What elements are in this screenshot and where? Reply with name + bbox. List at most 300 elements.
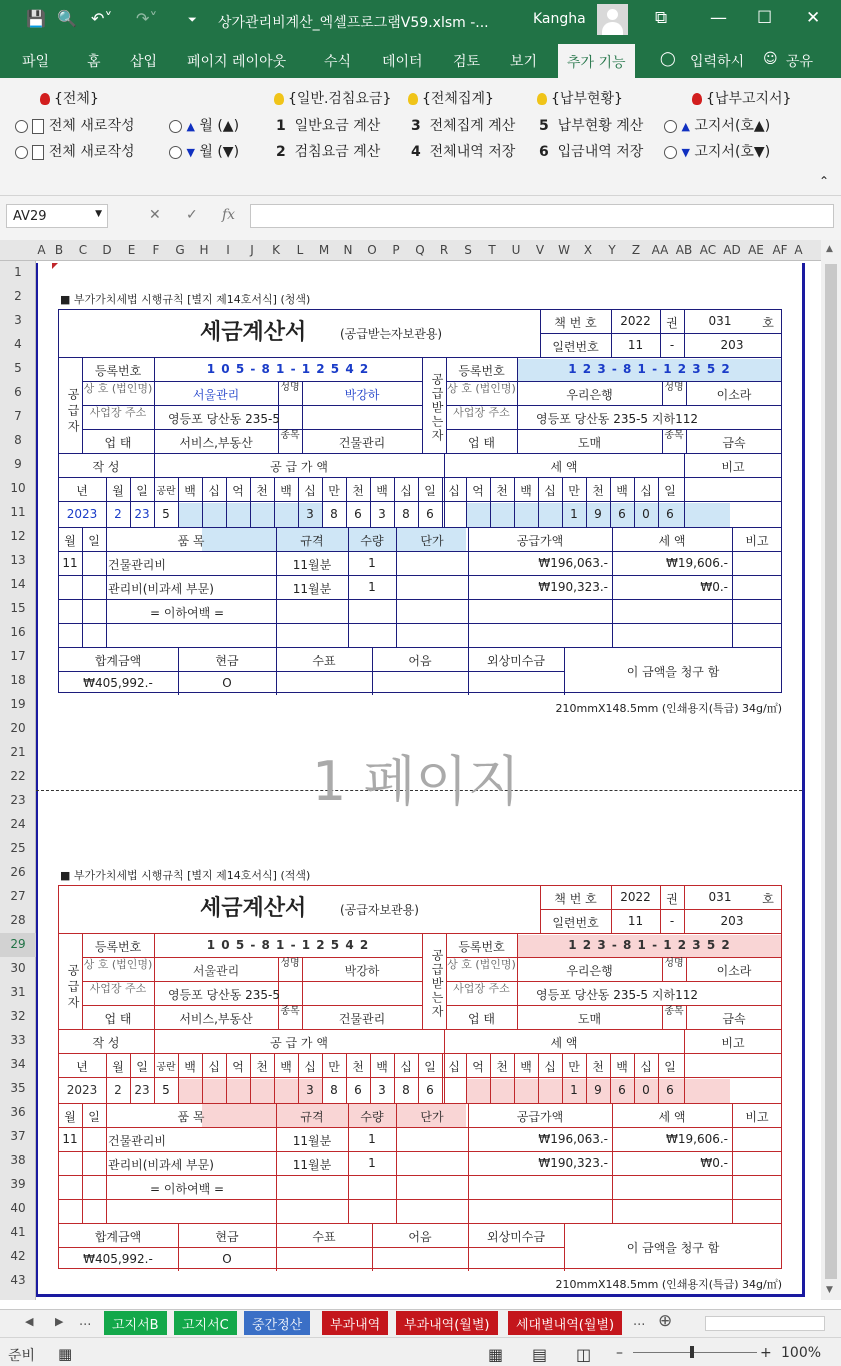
invoice-text: 사업장 주소 xyxy=(453,406,510,419)
invoice-text: 도매 xyxy=(577,436,602,450)
column-header[interactable]: G xyxy=(175,243,185,257)
row-header[interactable]: 21 xyxy=(10,745,26,759)
column-header[interactable]: B xyxy=(54,243,64,257)
window-title: 상가관리비계산_엑셀프로그램V59.xlsm -... xyxy=(218,15,489,31)
invoice-text: 업 태 xyxy=(104,436,132,450)
grid-line xyxy=(58,933,782,934)
invoice-text: 2 xyxy=(114,1083,122,1097)
grid-line xyxy=(58,575,782,576)
invoice-text: 백 xyxy=(520,484,532,498)
notice-down-button[interactable]: ▼ 고지서(호▼) xyxy=(664,141,770,161)
sheet-tab-bar xyxy=(0,1309,841,1337)
grid-line xyxy=(58,501,782,502)
row-header[interactable]: 10 xyxy=(10,481,26,495)
invoice-text: 0 xyxy=(642,1083,650,1097)
collapse-ribbon-icon[interactable]: ⌃ xyxy=(819,174,830,188)
invoice-text: 호 xyxy=(762,892,774,906)
column-header[interactable]: S xyxy=(464,243,472,257)
column-header[interactable]: C xyxy=(78,243,88,257)
tab-home[interactable]: 홈 xyxy=(87,54,101,70)
column-header[interactable]: Z xyxy=(631,243,641,257)
yellow-bulb-icon xyxy=(537,93,547,105)
lightbulb-icon[interactable]: ◯ xyxy=(660,51,676,67)
triangle-down-icon: ▼ xyxy=(186,146,195,159)
insert-function-icon[interactable]: fx xyxy=(222,207,236,223)
invoice-text: 공란 xyxy=(156,1062,176,1073)
group-notice: {납부고지서} xyxy=(692,88,791,108)
invoice-text: 업 태 xyxy=(468,436,495,450)
invoice-text: 종목 xyxy=(280,430,300,441)
row-header[interactable]: 11 xyxy=(10,505,26,519)
user-name[interactable]: Kangha xyxy=(533,11,586,27)
invoice-text: 관리비(비과세 부문) xyxy=(108,582,214,596)
zoom-in-icon[interactable]: + xyxy=(760,1345,772,1361)
column-header[interactable]: AF xyxy=(772,243,788,257)
invoice-text: 십 xyxy=(208,1060,220,1074)
total-save-button[interactable]: 4 전체내역 저장 xyxy=(411,144,516,160)
invoice-text: 관리비(비과세 부문) xyxy=(108,1158,214,1172)
tab-data[interactable]: 데이터 xyxy=(382,54,423,70)
invoice-subtitle: (공급받는자보관용) xyxy=(340,327,443,341)
invoice-text: 공 급 가 액 xyxy=(270,1036,328,1050)
invoice-text: 9 xyxy=(594,507,602,521)
new-all-button-2[interactable]: 전체 새로작성 xyxy=(15,141,135,161)
general-fee-button[interactable]: 1 일반요금 계산 xyxy=(276,118,381,134)
row-header[interactable]: 15 xyxy=(10,601,26,615)
grid-line xyxy=(82,1005,422,1006)
column-header[interactable]: W xyxy=(558,243,570,257)
invoice-text: 3 xyxy=(306,507,314,521)
invoice-text: 이소라 xyxy=(716,964,752,978)
grid-line xyxy=(58,623,782,624)
column-header[interactable]: F xyxy=(152,243,160,257)
row-header[interactable]: 30 xyxy=(10,961,26,975)
grid-line xyxy=(58,1103,782,1104)
column-header[interactable]: M xyxy=(318,243,330,257)
tab-file[interactable]: 파일 xyxy=(22,54,50,70)
row-header[interactable]: 26 xyxy=(10,865,26,879)
invoice-text: 천 xyxy=(256,484,268,498)
radio-icon[interactable] xyxy=(169,146,182,159)
invoice-text: 영등포 당산동 235-5 지하112 xyxy=(536,412,698,426)
payment-calc-button[interactable]: 5 납부현황 계산 xyxy=(539,118,644,134)
row-header[interactable]: 2 xyxy=(14,289,22,303)
invoice-text: 십 xyxy=(400,1060,412,1074)
notice-up-button[interactable]: ▲ 고지서(호▲) xyxy=(664,115,770,135)
horizontal-scrollbar[interactable] xyxy=(705,1316,825,1331)
invoice-text: 3 xyxy=(306,1083,314,1097)
grid-line xyxy=(684,477,685,527)
normal-view-icon[interactable]: ▦ xyxy=(488,1345,504,1364)
dropdown-icon[interactable]: ▼ xyxy=(95,209,102,219)
column-header[interactable]: K xyxy=(272,243,280,257)
tell-me-input[interactable]: 입력하시 xyxy=(690,54,745,70)
grid-line xyxy=(446,1005,782,1006)
row-header[interactable]: 36 xyxy=(10,1105,26,1119)
macro-record-icon[interactable]: ▦ xyxy=(58,1345,73,1363)
invoice-text: 십 xyxy=(400,484,412,498)
column-header[interactable]: A xyxy=(37,243,46,257)
zoom-slider[interactable] xyxy=(633,1352,757,1353)
invoice-text: 수량 xyxy=(360,534,384,548)
invoice-text: 호 xyxy=(762,316,774,330)
sheet-tab[interactable]: 세대별내역(월별) xyxy=(508,1311,622,1335)
tab-view[interactable]: 보기 xyxy=(510,54,538,70)
invoice-text: 만 xyxy=(328,1060,340,1074)
invoice-text: 일 xyxy=(664,1060,676,1074)
invoice-text: 23 xyxy=(134,507,150,521)
month-up-button[interactable]: ▲ 월 (▲) xyxy=(169,115,239,135)
row-header[interactable]: 22 xyxy=(10,769,26,783)
supplier-reg-no: 1 0 5 - 8 1 - 1 2 5 4 2 xyxy=(206,938,370,952)
column-header[interactable]: R xyxy=(439,243,449,257)
row-header[interactable]: 7 xyxy=(14,409,22,423)
invoice-text: 십 xyxy=(544,1060,556,1074)
invoice-text: 품 목 xyxy=(177,1110,205,1124)
group-general: {일반.검침요금} xyxy=(274,88,391,108)
row-header[interactable]: 38 xyxy=(10,1153,26,1167)
invoice-text: 백 xyxy=(184,484,196,498)
invoice-text: 백 xyxy=(184,1060,196,1074)
invoice-text: 사업장 주소 xyxy=(453,982,510,995)
document-icon xyxy=(32,119,44,134)
name-box[interactable]: AV29 ▼ xyxy=(6,204,108,228)
invoice-text: 6 xyxy=(618,1083,626,1097)
supplier-reg-no: 1 0 5 - 8 1 - 1 2 5 4 2 xyxy=(206,362,370,376)
row-header[interactable]: 35 xyxy=(10,1081,26,1095)
invoice-text: 1 xyxy=(570,507,578,521)
meter-fee-button[interactable]: 2 검침요금 계산 xyxy=(276,144,381,160)
invoice-text: 3 xyxy=(378,1083,386,1097)
next-sheet-icon[interactable]: ▶ xyxy=(55,1315,64,1328)
invoice-text: 우리은행 xyxy=(566,964,613,978)
invoice-text: 백 xyxy=(280,484,292,498)
grid-line xyxy=(58,527,782,528)
invoice-text: 백 xyxy=(616,484,628,498)
zoom-out-icon[interactable]: – xyxy=(616,1345,623,1361)
invoice-text: 2023 xyxy=(66,507,98,521)
column-header[interactable]: Q xyxy=(415,243,425,257)
radio-icon[interactable] xyxy=(15,120,28,133)
invoice-text: 상 호 (법인명) xyxy=(83,958,153,971)
formula-bar xyxy=(0,196,841,240)
row-header[interactable]: 23 xyxy=(10,793,26,807)
invoice-text: 건물관리비 xyxy=(108,558,166,572)
invoice-text: - xyxy=(669,914,675,928)
grid-line xyxy=(58,551,782,552)
column-header[interactable]: V xyxy=(535,243,545,257)
row-header[interactable]: 29 xyxy=(0,933,36,957)
row-header[interactable]: 16 xyxy=(10,625,26,639)
row-header[interactable]: 39 xyxy=(10,1177,26,1191)
invoice-text: 등록번호 xyxy=(94,940,142,954)
invoice-text: 6 xyxy=(666,507,674,521)
invoice-text: 성명 xyxy=(280,382,300,393)
row-header[interactable]: 19 xyxy=(10,697,26,711)
grid-line xyxy=(58,453,782,454)
radio-icon[interactable] xyxy=(664,120,677,133)
invoice-text: 책 번 호 xyxy=(554,892,597,906)
worksheet-grid[interactable] xyxy=(36,261,821,1300)
row-header[interactable]: 18 xyxy=(10,673,26,687)
row-header[interactable]: 12 xyxy=(10,529,26,543)
invoice-text: 백 xyxy=(280,1060,292,1074)
invoice-text: 이 금액을 청구 함 xyxy=(626,665,720,679)
ribbon-display-icon[interactable]: ⧉ xyxy=(655,8,668,28)
triangle-up-icon: ▲ xyxy=(186,120,195,133)
tab-formulas[interactable]: 수식 xyxy=(324,54,352,70)
grid-line xyxy=(58,1151,782,1152)
invoice-text: 210mmX148.5mm (인쇄용지(특급) 34g/㎡) xyxy=(555,1278,782,1291)
invoice-text: 월 xyxy=(64,1110,76,1124)
invoice-text: 성명 xyxy=(664,958,684,969)
row-header[interactable]: 40 xyxy=(10,1201,26,1215)
invoice-text: 일 xyxy=(88,534,100,548)
row-header[interactable]: 13 xyxy=(10,553,26,567)
invoice-text: 서비스,부동산 xyxy=(179,436,253,450)
invoice-text: = 이하여백 = xyxy=(150,1182,225,1196)
invoice-text: 십 xyxy=(640,484,652,498)
invoice-text: 공급가액 xyxy=(516,1110,564,1124)
formula-input[interactable] xyxy=(250,204,834,228)
grid-line xyxy=(58,1127,782,1128)
total-calc-button[interactable]: 3 전체집계 계산 xyxy=(411,118,516,134)
invoice-text: 백 xyxy=(376,484,388,498)
column-header[interactable]: U xyxy=(511,243,521,257)
column-header[interactable]: A xyxy=(794,243,803,257)
receiver-reg-no: 1 2 3 - 8 1 - 1 2 3 5 2 xyxy=(568,938,731,952)
row-header[interactable]: 32 xyxy=(10,1009,26,1023)
scroll-up-icon[interactable]: ▲ xyxy=(826,244,833,254)
row-header[interactable]: 24 xyxy=(10,817,26,831)
column-header[interactable]: L xyxy=(296,243,304,257)
column-header[interactable]: O xyxy=(367,243,377,257)
invoice-text: 책 번 호 xyxy=(554,316,597,330)
invoice-text: 규격 xyxy=(300,1110,324,1124)
close-icon[interactable]: ✕ xyxy=(806,8,821,28)
row-header[interactable]: 20 xyxy=(10,721,26,735)
invoice-text: 어음 xyxy=(408,654,432,668)
column-header[interactable]: AA xyxy=(651,243,669,257)
receiver-label: 공급받는자 xyxy=(430,373,444,443)
vertical-scrollbar[interactable] xyxy=(821,240,841,1300)
status-ready: 준비 xyxy=(8,1348,36,1364)
row-header[interactable]: 14 xyxy=(10,577,26,591)
invoice-text: 등록번호 xyxy=(458,364,505,378)
customize-qat-icon[interactable]: ⏷ xyxy=(188,13,197,26)
share-button[interactable]: 공유 xyxy=(786,54,814,70)
invoice-text: 상 호 (법인명) xyxy=(83,382,153,395)
minimize-icon[interactable]: — xyxy=(710,8,727,28)
tab-insert[interactable]: 삽입 xyxy=(130,54,158,70)
sheet-tab[interactable]: 고지서B xyxy=(104,1311,167,1335)
column-header[interactable]: Y xyxy=(608,243,616,257)
invoice-text: 11 xyxy=(627,914,644,928)
column-header[interactable]: I xyxy=(226,243,230,257)
add-sheet-icon[interactable]: ⊕ xyxy=(658,1311,673,1331)
new-all-button-1[interactable]: 전체 새로작성 xyxy=(15,115,135,135)
more-sheets-icon[interactable]: ... xyxy=(79,1314,92,1329)
invoice-text: 천 xyxy=(496,484,508,498)
invoice-text: 사업장 주소 xyxy=(89,982,147,995)
enter-icon[interactable]: ✓ xyxy=(186,207,198,223)
deposit-save-button[interactable]: 6 입금내역 저장 xyxy=(539,144,644,160)
maximize-icon[interactable]: ☐ xyxy=(757,8,773,28)
row-header[interactable]: 3 xyxy=(14,313,22,327)
invoice-text: 만 xyxy=(328,484,340,498)
invoice-text: ₩0.- xyxy=(700,580,728,594)
column-header[interactable]: H xyxy=(199,243,209,257)
grid-line xyxy=(58,1175,782,1176)
row-header[interactable]: 17 xyxy=(10,649,26,663)
invoice-text: ₩0.- xyxy=(700,1156,728,1170)
invoice-text: 사업장 주소 xyxy=(89,406,147,419)
invoice-text: 종목 xyxy=(280,1006,300,1017)
radio-icon[interactable] xyxy=(15,146,28,159)
row-header[interactable]: 8 xyxy=(14,433,22,447)
zoom-slider-thumb[interactable] xyxy=(690,1346,694,1358)
invoice-text: 2 xyxy=(114,507,122,521)
more-tabs-icon[interactable]: ... xyxy=(633,1314,646,1329)
row-header[interactable]: 33 xyxy=(10,1033,26,1047)
row-header[interactable]: 41 xyxy=(10,1225,26,1239)
column-header[interactable]: D xyxy=(102,243,112,257)
invoice-text: 십 xyxy=(208,484,220,498)
column-header[interactable]: P xyxy=(392,243,400,257)
row-header[interactable]: 4 xyxy=(14,337,22,351)
column-header[interactable]: J xyxy=(250,243,254,257)
triangle-up-icon: ▲ xyxy=(681,120,690,133)
grid-line xyxy=(82,429,422,430)
invoice-text: 금속 xyxy=(722,436,746,450)
invoice-text: 백 xyxy=(616,1060,628,1074)
invoice-text: 십 xyxy=(448,484,460,498)
invoice-text: 8 xyxy=(402,507,410,521)
grid-line xyxy=(540,909,782,910)
sheet-tab[interactable]: 고지서C xyxy=(174,1311,237,1335)
avatar[interactable] xyxy=(597,4,628,35)
grid-line xyxy=(58,1077,782,1078)
invoice-text: 금속 xyxy=(722,1012,746,1026)
column-header[interactable]: E xyxy=(127,243,136,257)
scroll-thumb[interactable] xyxy=(825,264,837,1279)
invoice-text: 성명 xyxy=(664,382,684,393)
row-header[interactable]: 9 xyxy=(14,457,22,471)
invoice-text: 백 xyxy=(376,1060,388,1074)
invoice-text: 2022 xyxy=(620,314,651,328)
invoice-text: 권 xyxy=(666,892,678,906)
redo-icon[interactable]: ↷˅ xyxy=(136,9,158,28)
invoice-text: ₩196,063.- xyxy=(538,1132,608,1146)
invoice-text: 수표 xyxy=(312,1230,336,1244)
invoice-text: 일 xyxy=(424,1060,436,1074)
column-header[interactable]: T xyxy=(488,243,496,257)
sheet-tab[interactable]: 부과내역(월별) xyxy=(396,1311,498,1335)
invoice-text: ₩190,323.- xyxy=(538,1156,608,1170)
row-header[interactable]: 6 xyxy=(14,385,22,399)
radio-icon[interactable] xyxy=(169,120,182,133)
invoice-text: 세 액 xyxy=(550,1036,578,1050)
invoice-text: 11 xyxy=(62,1132,78,1146)
group-payment: {납부현황} xyxy=(537,88,623,108)
invoice-text: ■ 부가가치세법 시행규칙 [별지 제14호서식] (적색) xyxy=(60,869,311,882)
invoice-text: 비고 xyxy=(745,1110,769,1124)
save-icon[interactable]: 💾 xyxy=(26,9,46,28)
month-down-button[interactable]: ▼ 월 (▼) xyxy=(169,141,239,161)
supplier-label: 공급자 xyxy=(66,388,80,436)
row-header[interactable]: 42 xyxy=(10,1249,26,1263)
invoice-text: 8 xyxy=(330,507,338,521)
row-header[interactable]: 27 xyxy=(10,889,26,903)
invoice-text: 만 xyxy=(568,484,580,498)
row-header[interactable]: 34 xyxy=(10,1057,26,1071)
invoice-text: 권 xyxy=(666,316,678,330)
invoice-text: 십 xyxy=(448,1060,460,1074)
invoice-text: 월 xyxy=(112,484,124,498)
invoice-text: 8 xyxy=(330,1083,338,1097)
invoice-text: 단가 xyxy=(420,1110,444,1124)
column-header[interactable]: AB xyxy=(675,243,693,257)
tab-addins[interactable]: 추가 기능 xyxy=(558,44,635,78)
invoice-text: 월 xyxy=(64,534,76,548)
tab-page-layout[interactable]: 페이지 레이아웃 xyxy=(187,54,287,70)
page-break-view-icon[interactable]: ◫ xyxy=(576,1345,592,1364)
grid-line xyxy=(58,1223,782,1224)
prev-sheet-icon[interactable]: ◀ xyxy=(25,1315,34,1328)
share-icon[interactable]: ☺ xyxy=(763,51,778,67)
invoice-text: 단가 xyxy=(420,534,444,548)
invoice-text: ₩190,323.- xyxy=(538,580,608,594)
column-header[interactable]: AD xyxy=(723,243,741,257)
column-header[interactable]: AE xyxy=(748,243,764,257)
invoice-text: 월 xyxy=(112,1060,124,1074)
invoice-text: ₩19,606.- xyxy=(666,1132,728,1146)
row-header[interactable]: 43 xyxy=(10,1273,26,1287)
column-headers xyxy=(0,240,821,261)
column-header[interactable]: X xyxy=(583,243,593,257)
grid-line xyxy=(58,671,564,672)
invoice-text: 억 xyxy=(472,1060,484,1074)
invoice-text: 1 xyxy=(368,580,376,594)
row-header[interactable]: 1 xyxy=(14,265,22,279)
invoice-text: 합계금액 xyxy=(94,654,142,668)
grid-line xyxy=(58,1247,564,1248)
row-header[interactable]: 37 xyxy=(10,1129,26,1143)
row-header[interactable]: 25 xyxy=(10,841,26,855)
cancel-icon[interactable]: ✕ xyxy=(149,207,161,223)
zoom-level[interactable]: 100% xyxy=(781,1345,822,1361)
invoice-text: 십 xyxy=(304,1060,316,1074)
column-header[interactable]: AC xyxy=(699,243,717,257)
status-bar xyxy=(0,1337,841,1366)
print-preview-icon[interactable]: 🔍 xyxy=(57,9,77,28)
undo-icon[interactable]: ↶˅ xyxy=(91,9,113,28)
scroll-down-icon[interactable]: ▼ xyxy=(826,1285,833,1295)
sheet-tab[interactable]: 중간정산 xyxy=(244,1311,310,1335)
tab-review[interactable]: 검토 xyxy=(453,54,481,70)
row-header[interactable]: 31 xyxy=(10,985,26,999)
grid-line xyxy=(540,333,782,334)
sheet-tab[interactable]: 부과내역 xyxy=(322,1311,388,1335)
row-header[interactable]: 28 xyxy=(10,913,26,927)
grid-line xyxy=(58,357,782,358)
column-header[interactable]: N xyxy=(343,243,353,257)
radio-icon[interactable] xyxy=(664,146,677,159)
row-header[interactable]: 5 xyxy=(14,361,22,375)
page-layout-view-icon[interactable]: ▤ xyxy=(532,1345,548,1364)
invoice-text: 11월분 xyxy=(292,1158,332,1172)
document-icon xyxy=(32,145,44,160)
